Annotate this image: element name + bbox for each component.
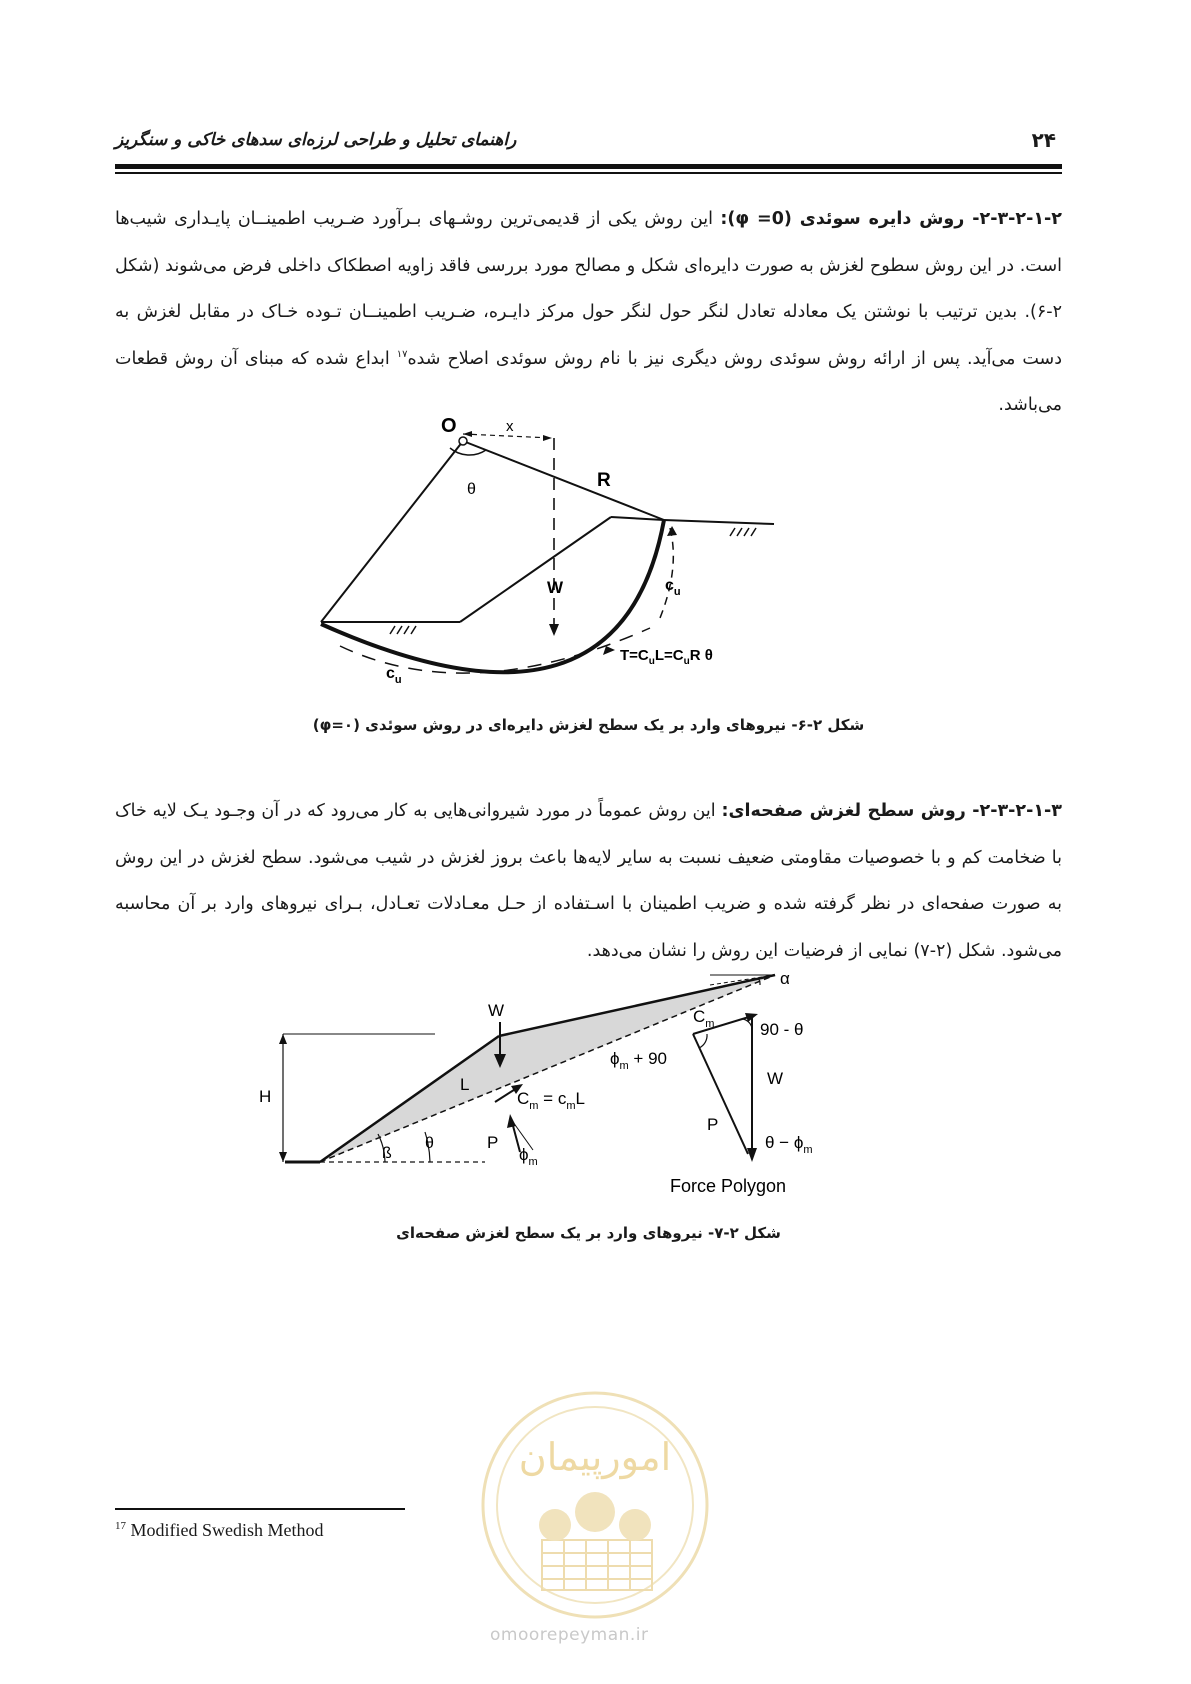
label-h: H <box>259 1087 272 1106</box>
watermark-logo-text: امورپیمان <box>518 1437 672 1479</box>
label-phi-m: $\phi_m$ <box>519 1145 538 1168</box>
paragraph-text: ابداع شده که مبنای آن روش قطعات می‌باشد. <box>115 348 1062 415</box>
label-alpha: α <box>780 972 790 988</box>
label-cm: $C_m$ <box>693 1007 715 1030</box>
label-p-poly: P <box>707 1115 719 1134</box>
label-w-poly: W <box>767 1069 784 1088</box>
header-rule-thick <box>115 164 1062 169</box>
label-theta: θ <box>425 1135 434 1152</box>
label-cu-bottom: $c_u$ <box>386 665 402 686</box>
label-theta-minus-phi: $\theta - \phi_m$ <box>765 1133 813 1156</box>
label-w: W <box>488 1001 505 1020</box>
page-number: ۲۴ <box>1031 128 1056 152</box>
label-beta: ß <box>382 1145 392 1162</box>
paragraph-text: این روش یکی از قدیمی‌ترین روشـهای بـرآورد ضـریب اطمینــان پایـداری شیب‌ها است. در این روش سطوح لغزش به صورت دایره‌ای شکل و مصالح مورد بررسی فاقد زاویه اصطکاک داخلی فرض می‌شوند (شکل ۲-۶). بدین ترتیب با نوشتن یک معادله تعادل لنگر حول لنگر حول مرکز دایـره، ضـریب اطمینــان تـوده خـاک در مقابل لغزش به دست می‌آید. پس از ارائه روش سوئدی روش دیگری نیز با نام روش سوئدی اصلاح شده <box>115 209 1063 369</box>
label-l: L <box>460 1075 470 1094</box>
figure-7-caption: شکل ۲-۷- نیروهای وارد بر یک سطح لغزش صفحه‌ای <box>396 1224 781 1242</box>
label-p: P <box>487 1133 499 1152</box>
watermark-logo <box>480 1390 710 1620</box>
running-title: راهنمای تحلیل و طراحی لرزه‌ای سدهای خاکی و سنگریز <box>115 130 517 150</box>
footnote-rule <box>115 1508 405 1510</box>
label-force-polygon: Force Polygon <box>670 1176 787 1196</box>
section-swedish-circle <box>115 196 1062 429</box>
section-heading: ۲-۳-۲-۱-۲- روش دایره سوئدی (0= φ): <box>720 209 1062 229</box>
figure-circular-slip <box>320 408 790 708</box>
label-center-o: O <box>441 415 457 437</box>
label-phi-plus-90: $\phi_m + 90$ <box>610 1049 667 1072</box>
figure-6-caption: شکل ۲-۶- نیروهای وارد بر یک سطح لغزش دایره‌ای در روش سوئدی (φ=۰) <box>312 716 865 734</box>
label-cu-right: $c_u$ <box>665 577 681 598</box>
label-90-minus-theta: 90 - θ <box>760 1020 804 1039</box>
footnote-number: 17 <box>115 1520 126 1532</box>
footnote-text: Modified Swedish Method <box>126 1520 324 1540</box>
label-cm-equation: $C_m = c_mL$ <box>517 1089 585 1112</box>
page-header <box>115 128 1062 168</box>
header-rule-thin <box>115 172 1062 174</box>
label-x: x <box>506 418 514 435</box>
footnote <box>115 1520 324 1541</box>
section-heading: ۲-۳-۲-۱-۳- روش سطح لغزش صفحه‌ای: <box>721 801 1062 821</box>
section-planar-slip <box>115 788 1062 974</box>
label-weight: W <box>547 578 564 597</box>
watermark-site: omoorepeyman.ir <box>490 1625 649 1645</box>
paragraph-text: این روش عموماً در مورد شیروانی‌هایی به کار می‌رود که در آن وجـود یـک لایه خاک با ضخامت کم و با خصوصیات مقاومتی ضعیف نسبت به سایر لایه‌ها باعث بروز لغزش در شیب می‌شود. سطح لغزش در این روش به صورت صفحه‌ای در نظر گرفته شده و ضریب اطمینان با اسـتفاده از حـل معـادلات تعـادل، بـرای نیروهای وارد بر آن محاسبه می‌شود. شکل (۲-۷) نمایی از فرضیات این روش را نشان می‌دهد. <box>115 801 1062 961</box>
label-t-equation: $T=C_uL=C_uR$ θ <box>620 647 713 667</box>
label-radius: R <box>597 470 611 491</box>
figure-planar-slip <box>255 972 905 1204</box>
footnote-ref: ۱۷ <box>396 348 408 360</box>
label-theta: θ <box>467 481 476 498</box>
